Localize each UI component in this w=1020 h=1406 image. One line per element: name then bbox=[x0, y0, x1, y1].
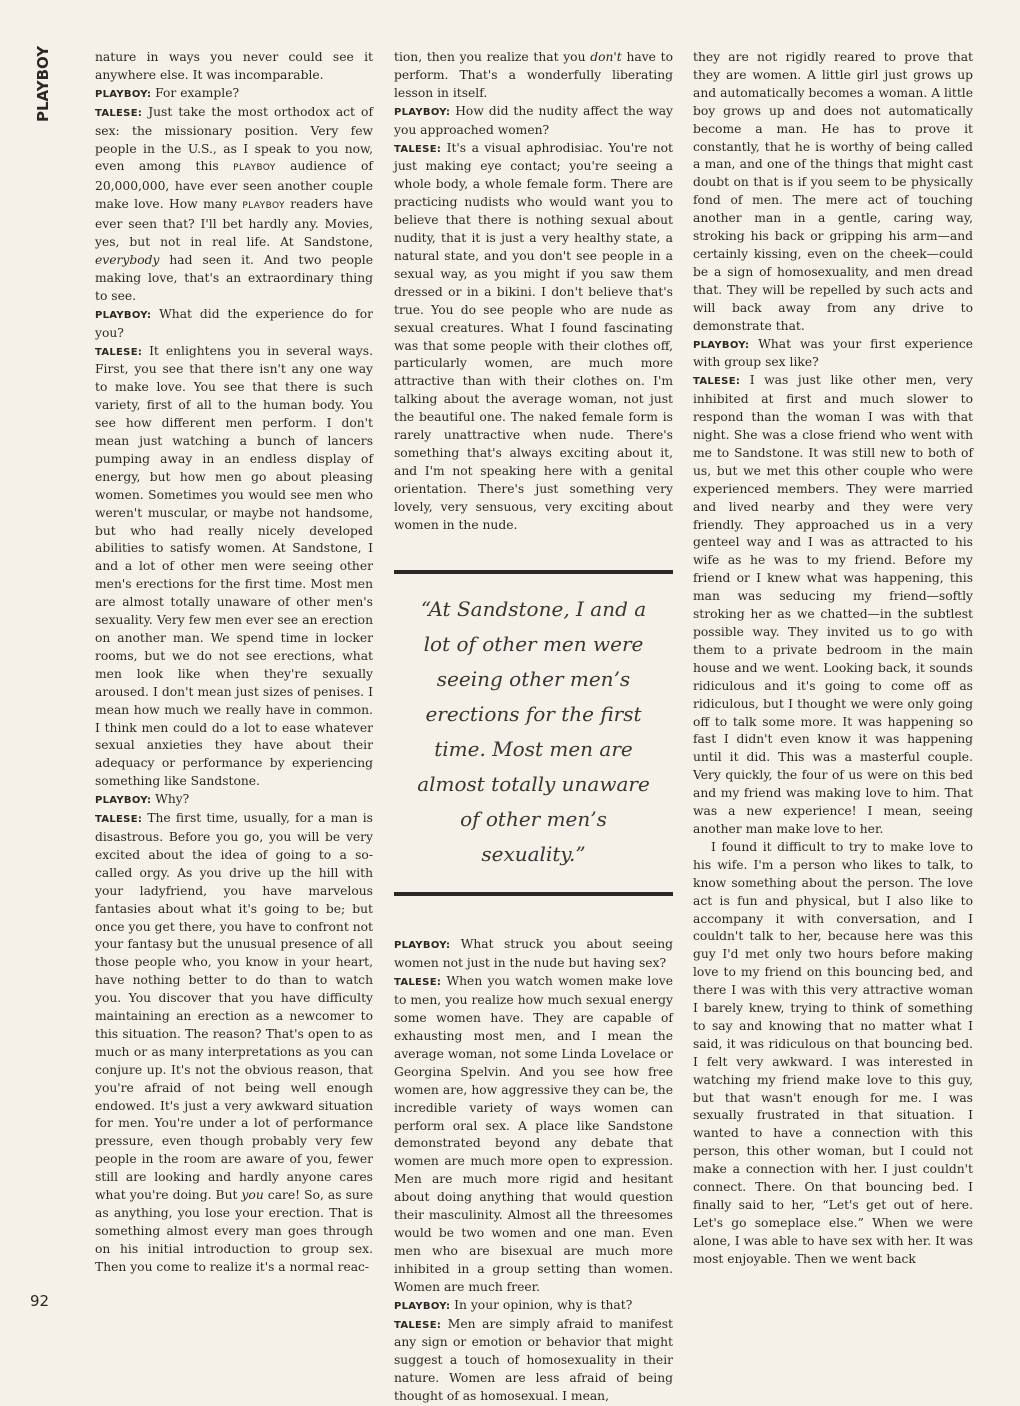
page-number: 92 bbox=[30, 1292, 49, 1310]
speaker-label: PLAYBOY: bbox=[95, 795, 151, 806]
speaker-label: PLAYBOY: bbox=[394, 1301, 450, 1312]
speaker-label: PLAYBOY: bbox=[95, 310, 151, 321]
speaker-label: PLAYBOY: bbox=[95, 89, 151, 100]
text-column-3 bbox=[693, 49, 973, 1314]
speaker-label: TALESE: bbox=[693, 376, 740, 387]
magazine-side-mark: PLAYBOY bbox=[34, 46, 56, 226]
speaker-label: TALESE: bbox=[394, 144, 441, 155]
paragraph: TALESE: Men are simply afraid to manifest any sign or emotion or behavior that might suggest a touch of homosexuality in their nature. Women are less afraid of being thought of as homosexual. I mean, bbox=[394, 1316, 673, 1406]
paragraph: TALESE: I was just like other men, very inhibited at first and much slower to respond than the woman I was with that night. She was a close friend who went with me to Sandstone. It was still new to both of us, but we met this other couple who were experienced members. They were married and lived nearby and they were very friendly. They approached us in a very genteel way and I was as attracted to his wife as he was to my friend. Before my friend or I knew what was happening, this man was seducing my friend—softly stroking her as we chatted—in the subtlest possible way. They invited us to go with them to a private bedroom in the main house and we went. Looking back, it sounds ridiculous and it's going to come off as ridiculous, but I thought we were only going off to talk some more. It was happening so fast I didn't even know it was happening until it did. This was a masterful couple. Very quickly, the four of us were on this bed and my friend was making love to him. That was a new experience! I mean, seeing another man make love to her. bbox=[693, 372, 973, 839]
paragraph: I found it difficult to try to make love to his wife. I'm a person who likes to talk, to know something about the person. The love act is fun and physical, but I also like to accompany it with conversation, and I couldn't talk to her, because here was this guy I'd met only two hours before making love to my friend on this bouncing bed, and there I was with this very attractive woman I barely knew, trying to think of something to say and knowing that no matter what I said, it was ridiculous on that bouncing bed. I felt very awkward. I was interested in watching my friend make love to this guy, but that wasn't enough for me. I was sexually frustrated in that situation. I wanted to have a connection with this person, this other woman, but I could not make a connection with her. I just couldn't connect. There. On that bouncing bed. I finally said to her, “Let's get out of here. Let's go someplace else.” When we were alone, I was able to have sex with her. It was most enjoyable. Then we went back bbox=[693, 839, 973, 1269]
paragraph: PLAYBOY: Why? bbox=[95, 791, 373, 810]
paragraph: PLAYBOY: What struck you about seeing women not just in the nude but having sex? bbox=[394, 936, 673, 973]
paragraph: PLAYBOY: What did the experience do for you? bbox=[95, 306, 373, 343]
pull-quote: “At Sandstone, I and a lot of other men were seeing other men’s erections for the first time. Most men are almost totally unaware of other men’s sexuality.” bbox=[394, 570, 673, 896]
paragraph: they are not rigidly reared to prove that they are women. A little girl just grows up and automatically becomes a woman. A little boy grows up and does not automatically become a man. He has to prove it constantly, that he is worthy of being called a man, and one of the things that might cast doubt on that is if you seem to be physically fond of men. The mere act of touching another man in a gentle, caring way, stroking his back or gripping his arm—and certainly kissing, even on the cheek—could be a sign of homosexuality, and men dread that. They will be repelled by such acts and will back away from any drive to demonstrate that. bbox=[693, 49, 973, 336]
paragraph: PLAYBOY: How did the nudity affect the way you approached women? bbox=[394, 103, 673, 140]
speaker-label: PLAYBOY: bbox=[394, 940, 450, 951]
paragraph: tion, then you realize that you don't have to perform. That's a wonderfully liberating lesson in itself. bbox=[394, 49, 673, 103]
speaker-label: TALESE: bbox=[95, 108, 142, 119]
paragraph: PLAYBOY: In your opinion, why is that? bbox=[394, 1297, 673, 1316]
text-column-1 bbox=[95, 49, 373, 1314]
speaker-label: TALESE: bbox=[394, 977, 441, 988]
text-column-2 bbox=[394, 49, 673, 1314]
speaker-label: TALESE: bbox=[95, 347, 142, 358]
paragraph: PLAYBOY: For example? bbox=[95, 85, 373, 104]
paragraph: PLAYBOY: What was your first experience with group sex like? bbox=[693, 336, 973, 373]
paragraph: TALESE: When you watch women make love to men, you realize how much sexual energy some women have. They are capable of exhausting most men, and I mean the average woman, not some Linda Lovelace or Georgina Spelvin. And you see how free women are, how aggressive they can be, the incredible variety of ways women can perform oral sex. A place like Sandstone demonstrated beyond any debate that women are much more open to expression. Men are much more rigid and hesitant about doing anything that would question their masculinity. Almost all the threesomes would be two women and one man. Even men who are bisexual are much more inhibited in a group setting than women. Women are much freer. bbox=[394, 973, 673, 1296]
paragraph: TALESE: The first time, usually, for a man is disastrous. Before you go, you will be very excited about the idea of going to a so-called orgy. As you drive up the hill with your ladyfriend, you have marvelous fantasies about what it's going to be; but once you get there, you have to confront not your fantasy but the unusual presence of all those people who, you know in your heart, have nothing better to do than to watch you. You discover that you have difficulty maintaining an erection as a newcomer to this situation. The reason? That's open to as much or as many interpretations as you can conjure up. It's not the obvious reason, that you're afraid of not being well enough endowed. It's just a very awkward situation for men. You're under a lot of performance pressure, even though probably very few people in the room are aware of you, fewer still are looking and hardly anyone cares what you're doing. But you care! So, as sure as anything, you lose your erection. That is something almost every man goes through on his initial introduction to group sex. Then you come to realize it's a normal reac- bbox=[95, 810, 373, 1277]
speaker-label: PLAYBOY: bbox=[693, 340, 749, 351]
paragraph: TALESE: It's a visual aphrodisiac. You're not just making eye contact; you're seeing a whole body, a whole female form. There are practicing nudists who would want you to believe that there is nothing sexual about nudity, that it is just a very healthy state, a natural state, and you don't see people in a sexual way, as you might if you saw them dressed or in a bikini. I don't believe that's true. You do see people who are nude as sexual creatures. What I found fascinating was that some people with their clothes off, particularly women, are much more attractive than with their clothes on. I'm talking about the average woman, not just the beautiful one. The naked female form is rarely unattractive when nude. There's something that's always exciting about it, and I'm not speaking here with a genital orientation. There's just something very lovely, very sensuous, very exciting about women in the nude. bbox=[394, 140, 673, 535]
paragraph: nature in ways you never could see it anywhere else. It was incomparable. bbox=[95, 49, 373, 85]
speaker-label: PLAYBOY: bbox=[394, 107, 450, 118]
speaker-label: TALESE: bbox=[95, 814, 142, 825]
paragraph: TALESE: It enlightens you in several ways. First, you see that there isn't any one way to make love. You see that there is such variety, first of all to the human body. You see how different men perform. I don't mean just watching a bunch of lancers pumping away in an endless display of energy, but how men go about pleasing women. Sometimes you would see men who weren't muscular, or maybe not handsome, but who had really nicely developed abilities to satisfy women. At Sandstone, I and a lot of other men were seeing other men's erections for the first time. Most men are almost totally unaware of other men's sexuality. Very few men ever see an erection on another man. We spend time in locker rooms, but we do not see erections, what men look like when they're sexually aroused. I don't mean just sizes of penises. I mean how much we really have in common. I think men could do a lot to ease whatever sexual anxieties they have about their adequacy or performance by experiencing something like Sandstone. bbox=[95, 343, 373, 792]
speaker-label: TALESE: bbox=[394, 1320, 441, 1331]
paragraph: TALESE: Just take the most orthodox act of sex: the missionary position. Very few people in the U.S., as I speak to you now, even among this PLAYBOY audience of 20,000,000, have ever seen another couple make love. How many PLAYBOY readers have ever seen that? I'll bet hardly any. Movies, yes, but not in real life. At Sandstone, everybody had seen it. And two people making love, that's an extraordinary thing to see. bbox=[95, 104, 373, 306]
